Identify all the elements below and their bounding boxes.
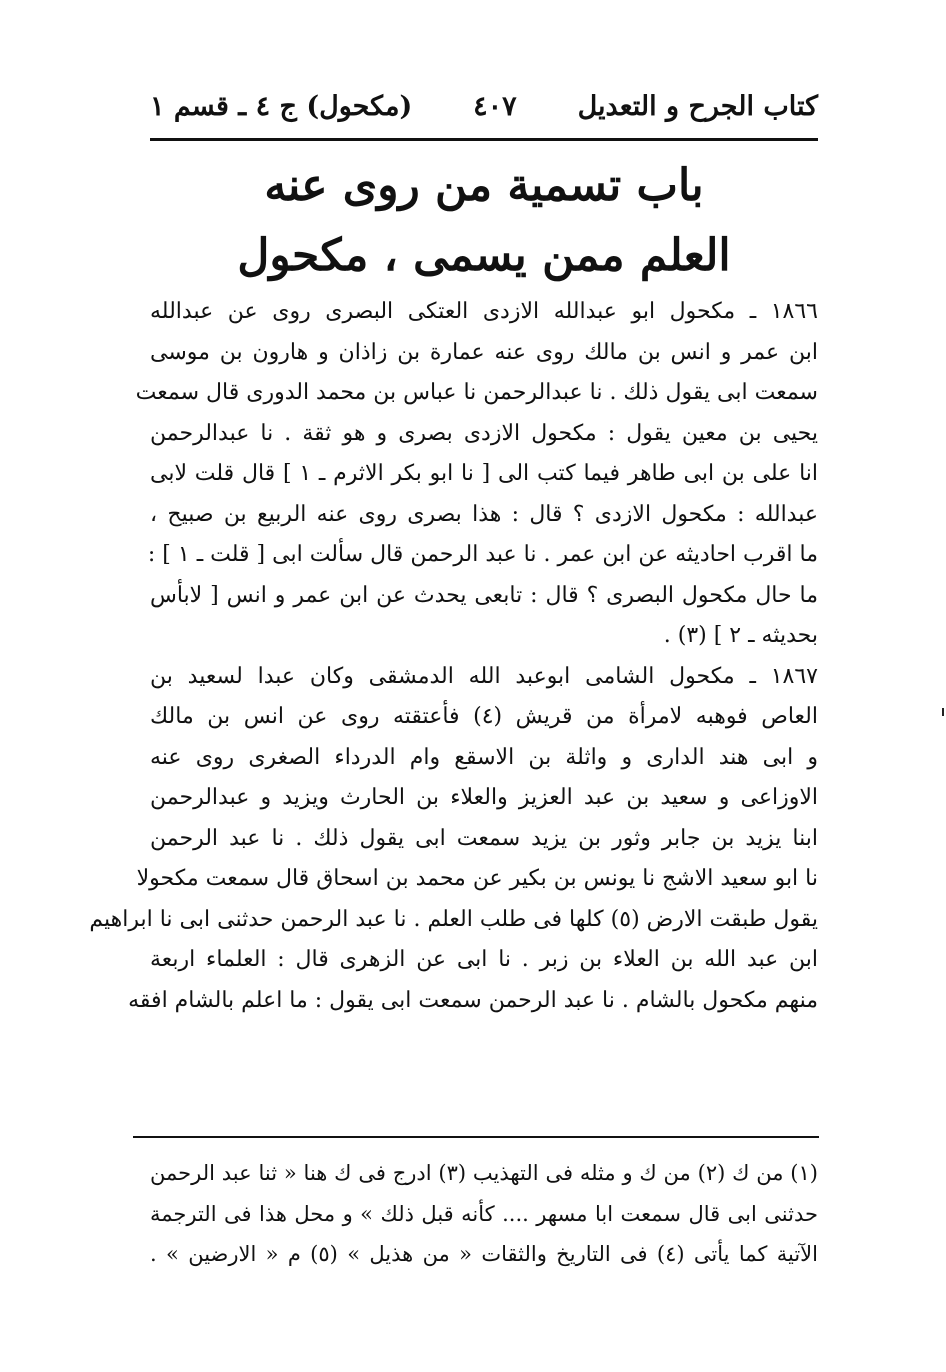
text-line: ابن عبد الله بن العلاء بن زبر . نا ابى عن الزهرى قال : العلماء اربعة xyxy=(150,947,818,972)
text-line: ابنا يزيد بن جابر وثور بن يزيد سمعت ابى يقول ذلك . نا عبد الرحمن xyxy=(150,825,818,851)
text-line: ١٨٦٧ ـ مكحول الشامى ابوعبد الله الدمشقى وكان عبدا لسعيد بن xyxy=(150,663,818,689)
page-number: ٤٠٧ xyxy=(473,90,517,122)
footnotes xyxy=(150,1152,818,1274)
text-line: منهم مكحول بالشام . نا عبد الرحمن سمعت ابى يقول : ما اعلم بالشام افقه xyxy=(128,987,818,1013)
chapter-title-line-1: باب تسمية من روى عنه xyxy=(264,160,704,211)
main-text xyxy=(89,292,819,1021)
footnote-rule xyxy=(133,1136,819,1138)
text-line: سمعت ابى يقول ذلك . نا عبدالرحمن نا عباس بن محمد الدورى قال سمعت xyxy=(135,380,818,405)
text-line: يقول طبقت الارض (٥) كلها فى طلب العلم . نا عبد الرحمن حدثنى ابى نا ابراهيم xyxy=(89,906,818,932)
scan-mark xyxy=(942,708,944,716)
text-line: بحديثه ـ ٢ ] (٣) . xyxy=(663,623,818,648)
text-line: عبدالله : مكحول الازدى ؟ قال : هذا بصرى روى عنه الربيع بن صبيح ، xyxy=(150,501,818,527)
text-line: ما اقرب احاديثه عن ابن عمر . نا عبد الرحمن قال سألت ابى [ قلت ـ ١ ] : xyxy=(147,542,818,567)
header-book-title: كتاب الجرح و التعديل xyxy=(577,90,818,122)
text-line: العاص فوهبه لامرأة من قريش (٤) فأعتقته روى عن انس بن مالك xyxy=(150,704,818,729)
text-line: ١٨٦٦ ـ مكحول ابو عبدالله الازدى العتكى البصرى روى عن عبدالله xyxy=(150,299,818,324)
running-header xyxy=(150,78,818,134)
chapter-title-line-2: العلم ممن يسمى ، مكحول xyxy=(237,230,731,281)
header-rule xyxy=(150,138,818,141)
text-line: ما حال مكحول البصرى ؟ قال : تابعى يحدث عن ابن عمر و انس [ لابأس xyxy=(150,582,818,608)
text-line: الاوزاعى و سعيد بن عبد العزيز والعلاء بن الحارث ويزيد و عبدالرحمن xyxy=(150,785,818,810)
text-line: و ابى هند الدارى و واثلة بن الاسقع وام الدرداء الصغرى روى عنه xyxy=(150,744,818,770)
text-line: ابن عمر و انس بن مالك روى عنه عمارة بن زاذان و هارون بن موسى xyxy=(150,339,818,365)
footnote-line: حدثنى ابى قال سمعت ابا مسهر .... كأنه قبل ذلك » و محل هذا فى الترجمة xyxy=(150,1201,818,1226)
text-line: يحيى بن معين يقول : مكحول الازدى بصرى و هو ثقة . نا عبدالرحمن xyxy=(150,420,818,446)
footnote-line: (١) من ك (٢) من ك و مثله فى التهذيب (٣) ادرج فى ك هنا « ثنا عبد الرحمن xyxy=(150,1161,818,1185)
header-section: (مكحول) ج ٤ ـ قسم ١ xyxy=(150,90,413,122)
footnote-line: الآتية كما يأتى (٤) فى التاريخ والثقات « من هذيل » (٥) م « الارضين » . xyxy=(150,1242,818,1266)
text-line: انا على بن ابى طاهر فيما كتب الى [ نا ابو بكر الاثرم ـ ١ ] قال قلت لابى xyxy=(150,461,819,486)
text-line: نا ابو سعيد الاشج نا يونس بن بكير عن محمد بن اسحاق قال سمعت مكحولا xyxy=(136,866,818,891)
